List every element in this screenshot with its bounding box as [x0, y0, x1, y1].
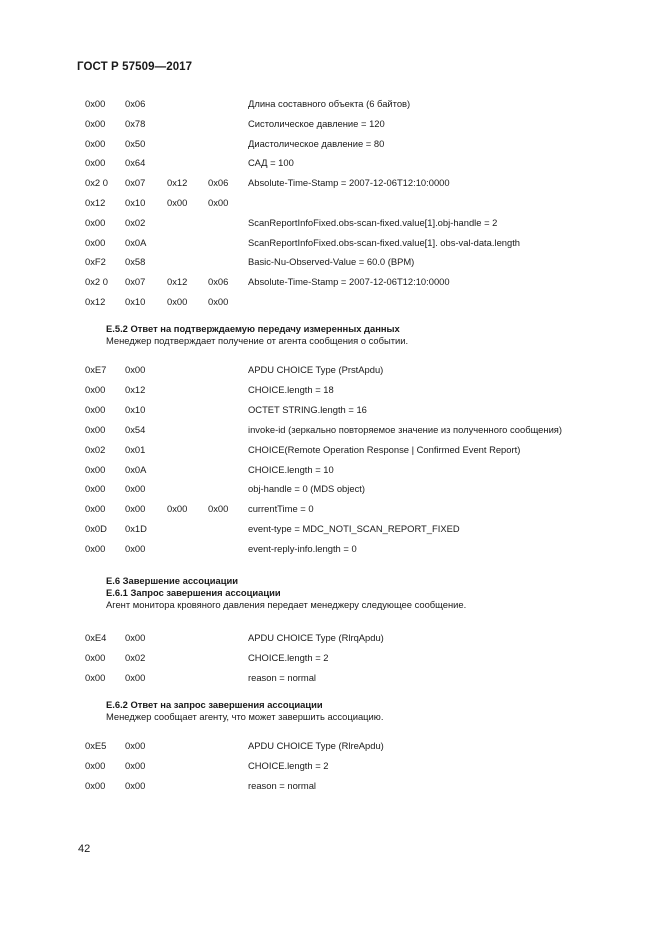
- hex-byte-cell: 0xF2: [85, 256, 106, 268]
- hex-byte-cell: 0x00: [167, 197, 188, 208]
- hex-byte-cell: 0x00: [85, 543, 106, 555]
- hex-byte-cell: 0x12: [167, 276, 188, 288]
- hex-byte-cell: 0x02: [125, 652, 146, 663]
- section-title: Е.6 Завершение ассоциации: [106, 575, 239, 586]
- hex-byte-cell: 0x00: [85, 137, 106, 149]
- hex-byte-cell: 0x00: [167, 503, 188, 515]
- hex-byte-cell: 0x00: [85, 98, 106, 109]
- hex-byte-cell: 0x12: [167, 177, 188, 189]
- hex-byte-cell: 0x07: [125, 276, 146, 288]
- hex-byte-cell: 0x12: [85, 197, 106, 208]
- hex-byte-cell: 0x06: [125, 98, 146, 109]
- hex-byte-cell: 0x00: [125, 364, 146, 375]
- hex-byte-cell: 0x00: [167, 296, 188, 307]
- hex-byte-cell: 0x00: [85, 117, 106, 129]
- hex-byte-cell: 0x00: [125, 740, 146, 751]
- hex-byte-cell: 0x0A: [125, 236, 147, 248]
- description-cell: CHOICE.length = 18: [248, 383, 334, 395]
- description-cell: ScanReportInfoFixed.obs-scan-fixed.value[1].obj-handle = 2: [248, 216, 498, 228]
- hex-byte-cell: 0x00: [85, 503, 106, 515]
- hex-byte-cell: 0x00: [208, 296, 229, 307]
- hex-byte-cell: 0x00: [85, 652, 106, 663]
- hex-byte-cell: 0x12: [125, 383, 146, 395]
- description-cell: Absolute-Time-Stamp = 2007-12-06T12:10:0000: [248, 276, 450, 288]
- hex-byte-cell: 0x12: [85, 296, 106, 307]
- description-cell: invoke-id (зеркально повторяемое значение из полученного сообщения): [248, 423, 563, 435]
- hex-byte-cell: 0x00: [85, 780, 106, 791]
- hex-byte-cell: 0x06: [208, 177, 229, 189]
- hex-byte-cell: 0xE5: [85, 740, 107, 751]
- description-cell: obj-handle = 0 (MDS object): [248, 483, 365, 495]
- hex-byte-cell: 0x00: [85, 157, 106, 169]
- hex-byte-cell: 0x64: [125, 157, 146, 169]
- hex-byte-cell: 0x00: [85, 403, 106, 415]
- section-text: Агент монитора кровяного давления передает менеджеру следующее сообщение.: [106, 599, 467, 610]
- section-title: Е.5.2 Ответ на подтверждаемую передачу измеренных данных: [106, 323, 400, 334]
- hex-byte-cell: 0x00: [85, 760, 106, 771]
- description-cell: CHOICE.length = 10: [248, 463, 334, 475]
- hex-byte-cell: 0x00: [85, 463, 106, 475]
- hex-byte-cell: 0x10: [125, 197, 146, 208]
- page-number: 42: [78, 843, 91, 855]
- description-cell: ScanReportInfoFixed.obs-scan-fixed.value[1]. obs-val-data.length: [248, 236, 521, 248]
- section-subtitle: Е.6.1 Запрос завершения ассоциации: [106, 587, 281, 598]
- description-cell: CHOICE(Remote Operation Response | Confirmed Event Report): [248, 443, 521, 455]
- description-cell: Диастолическое давление = 80: [248, 137, 385, 149]
- hex-byte-cell: 0x00: [125, 672, 146, 683]
- hex-byte-cell: 0xE4: [85, 632, 107, 643]
- hex-byte-cell: 0x00: [125, 760, 146, 771]
- hex-byte-cell: 0x00: [85, 216, 106, 228]
- section-e6: [106, 575, 466, 611]
- hex-byte-cell: 0x2 0: [85, 276, 108, 288]
- section-e62: [106, 699, 383, 723]
- description-cell: САД = 100: [248, 157, 294, 169]
- hex-byte-cell: 0x2 0: [85, 177, 108, 189]
- hex-byte-cell: 0x50: [125, 137, 146, 149]
- description-cell: APDU CHOICE Type (RlreApdu): [248, 740, 384, 751]
- document-header: ГОСТ Р 57509—2017: [77, 61, 193, 73]
- description-cell: CHOICE.length = 2: [248, 760, 329, 771]
- description-cell: reason = normal: [248, 780, 317, 791]
- description-cell: reason = normal: [248, 672, 317, 683]
- description-cell: CHOICE.length = 2: [248, 652, 329, 663]
- hex-byte-cell: 0x06: [208, 276, 229, 288]
- hex-byte-cell: 0x00: [85, 423, 106, 435]
- description-cell: APDU CHOICE Type (RlrqApdu): [248, 632, 384, 643]
- hex-byte-cell: 0x58: [125, 256, 146, 268]
- hex-byte-cell: 0x00: [125, 780, 146, 791]
- description-cell: Absolute-Time-Stamp = 2007-12-06T12:10:0000: [248, 177, 450, 189]
- description-cell: currentTime = 0: [248, 503, 314, 515]
- hex-byte-cell: 0x00: [85, 672, 106, 683]
- hex-byte-cell: 0x00: [208, 197, 229, 208]
- hex-byte-cell: 0x07: [125, 177, 146, 189]
- hex-byte-cell: 0x0D: [85, 523, 107, 535]
- section-title: Е.6.2 Ответ на запрос завершения ассоциации: [106, 699, 323, 710]
- hex-byte-cell: 0x00: [85, 383, 106, 395]
- hex-byte-cell: 0x1D: [125, 523, 147, 535]
- description-cell: event-type = MDC_NOTI_SCAN_REPORT_FIXED: [248, 523, 460, 535]
- description-cell: event-reply-info.length = 0: [248, 543, 357, 555]
- hex-byte-cell: 0x00: [125, 483, 146, 495]
- hex-byte-cell: 0x78: [125, 117, 146, 129]
- hex-byte-cell: 0x00: [85, 483, 106, 495]
- description-cell: Систолическое давление = 120: [248, 117, 385, 129]
- hex-byte-cell: 0x0A: [125, 463, 147, 475]
- hex-byte-cell: 0x54: [125, 423, 146, 435]
- hex-byte-cell: 0x00: [208, 503, 229, 515]
- hex-byte-cell: 0x10: [125, 403, 146, 415]
- hex-byte-cell: 0xE7: [85, 364, 107, 375]
- hex-byte-cell: 0x02: [85, 443, 106, 455]
- hex-byte-cell: 0x00: [125, 632, 146, 643]
- description-cell: OCTET STRING.length = 16: [248, 403, 367, 415]
- hex-byte-cell: 0x00: [85, 236, 106, 248]
- hex-byte-cell: 0x02: [125, 216, 146, 228]
- section-text: Менеджер подтверждает получение от агента сообщения о событии.: [106, 335, 409, 346]
- description-cell: Длина составного объекта (6 байтов): [248, 98, 411, 109]
- section-e52: [106, 323, 408, 347]
- hex-byte-cell: 0x00: [125, 503, 146, 515]
- hex-byte-cell: 0x10: [125, 296, 146, 307]
- hex-byte-cell: 0x01: [125, 443, 146, 455]
- section-text: Менеджер сообщает агенту, что может завершить ассоциацию.: [106, 711, 384, 722]
- description-cell: Basic-Nu-Observed-Value = 60.0 (BPM): [248, 256, 415, 268]
- hex-byte-cell: 0x00: [125, 543, 146, 555]
- description-cell: APDU CHOICE Type (PrstApdu): [248, 364, 384, 375]
